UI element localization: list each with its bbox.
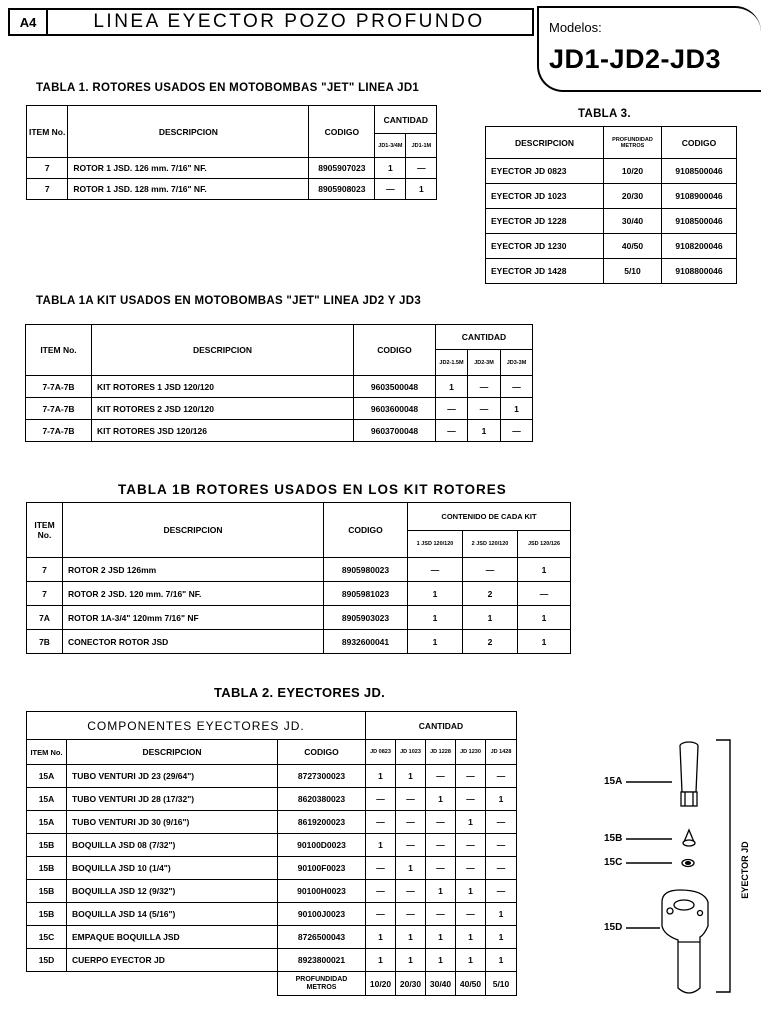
table-row — [26, 420, 533, 442]
cell-desc: BOQUILLA JSD 12 (9/32") — [67, 880, 278, 903]
cell-qty: — — [468, 376, 501, 398]
header-cantidad: CANTIDAD — [366, 712, 517, 740]
cell-qty: — — [456, 834, 486, 857]
cell-desc: TUBO VENTURI JD 28 (17/32") — [67, 788, 278, 811]
header-sub: JSD 120/126 — [518, 531, 571, 558]
cell-qty: 1 — [456, 811, 486, 834]
tabla1b-title: TABLA 1B ROTORES USADOS EN LOS KIT ROTORES — [118, 482, 507, 497]
table-row — [27, 179, 437, 200]
header-sub: JD 1023 — [396, 740, 426, 765]
cell-qty: — — [486, 765, 517, 788]
cell-desc: ROTOR 1A-3/4" 120mm 7/16" NF — [63, 606, 324, 630]
cell-qty: 1 — [406, 179, 437, 200]
cell-codigo: 8932600041 — [324, 630, 408, 654]
cell-codigo: 8619200023 — [278, 811, 366, 834]
page-title: LINEA EYECTOR POZO PROFUNDO — [93, 11, 485, 32]
cell-qty: — — [366, 857, 396, 880]
cell-desc: CUERPO EYECTOR JD — [67, 949, 278, 972]
models-box — [537, 6, 761, 92]
table-row — [26, 398, 533, 420]
cell-qty: 1 — [366, 926, 396, 949]
cell-qty: — — [396, 834, 426, 857]
header-codigo: CODIGO — [662, 127, 737, 159]
table-row — [27, 834, 517, 857]
cell-item: 7 — [27, 582, 63, 606]
models-value: JD1-JD2-JD3 — [549, 44, 722, 74]
cell-qty: — — [436, 420, 468, 442]
cell-codigo: 8905981023 — [324, 582, 408, 606]
header-codigo: CODIGO — [278, 740, 366, 765]
cell-qty: — — [396, 788, 426, 811]
cell-item: 7A — [27, 606, 63, 630]
cell-desc: KIT ROTORES 1 JSD 120/120 — [92, 376, 354, 398]
header-cantidad: CANTIDAD — [436, 325, 533, 350]
cell-qty: 2 — [463, 582, 518, 606]
footnote-cutoff — [24, 1015, 644, 1024]
cell-qty: — — [426, 857, 456, 880]
header-cantidad: CANTIDAD — [375, 106, 437, 134]
table-row — [27, 558, 571, 582]
cell-codigo: 9108900046 — [662, 184, 737, 209]
cell-qty: 1 — [456, 926, 486, 949]
header-desc: DESCRIPCION — [486, 127, 604, 159]
cell-codigo: 9108200046 — [662, 234, 737, 259]
cell-codigo: 90100F0023 — [278, 857, 366, 880]
header-sub: JD 1428 — [486, 740, 517, 765]
cell-codigo: 9603500048 — [354, 376, 436, 398]
cell-desc: ROTOR 2 JSD. 120 mm. 7/16" NF. — [63, 582, 324, 606]
cell-desc: BOQUILLA JSD 10 (1/4") — [67, 857, 278, 880]
ejector-diagram — [600, 730, 760, 1000]
cell-qty: 1 — [456, 949, 486, 972]
cell-prof: 10/20 — [604, 159, 662, 184]
cell-qty: 1 — [486, 788, 517, 811]
cell-codigo: 8620380023 — [278, 788, 366, 811]
header-componentes: COMPONENTES EYECTORES JD. — [27, 712, 366, 740]
tabla1b — [26, 502, 571, 654]
cell-qty: 1 — [518, 606, 571, 630]
cell-qty: 1 — [426, 880, 456, 903]
tabla2-title: TABLA 2. EYECTORES JD. — [214, 685, 386, 700]
cell-qty: — — [396, 880, 426, 903]
header-sub: JD1-1M — [406, 134, 437, 158]
table-row — [27, 903, 517, 926]
header-sub: JD 0823 — [366, 740, 396, 765]
cell-desc: EYECTOR JD 1230 — [486, 234, 604, 259]
cell-qty: — — [501, 376, 533, 398]
label-15d: 15D — [604, 922, 623, 933]
tabla2 — [26, 711, 517, 996]
cell-qty: — — [406, 158, 437, 179]
cell-qty: 1 — [366, 765, 396, 788]
header-desc: DESCRIPCION — [63, 503, 324, 558]
header-sub: JD2-1.5M — [436, 350, 468, 376]
cell-item: 7-7A-7B — [26, 398, 92, 420]
tabla1-title: TABLA 1. ROTORES USADOS EN MOTOBOMBAS "JET" LINEA JD1 — [36, 82, 420, 94]
cell-desc: EYECTOR JD 1023 — [486, 184, 604, 209]
cell-qty: — — [366, 880, 396, 903]
cell-qty: 1 — [426, 788, 456, 811]
cell-item: 15A — [27, 765, 67, 788]
cell-codigo: 8923800021 — [278, 949, 366, 972]
table-row — [486, 209, 737, 234]
table-row — [486, 259, 737, 284]
cell-desc: EMPAQUE BOQUILLA JSD — [67, 926, 278, 949]
cell-codigo: 9603600048 — [354, 398, 436, 420]
header-contenido: CONTENIDO DE CADA KIT — [408, 503, 571, 531]
cell-item: 15B — [27, 834, 67, 857]
cell-codigo: 9108800046 — [662, 259, 737, 284]
cell-qty: — — [426, 903, 456, 926]
cell-desc: BOQUILLA JSD 08 (7/32") — [67, 834, 278, 857]
table-row — [27, 765, 517, 788]
cell-qty: 1 — [408, 582, 463, 606]
cell-desc: TUBO VENTURI JD 30 (9/16") — [67, 811, 278, 834]
bracket-label: EYECTOR JD — [740, 841, 750, 899]
header-item: ITEM No. — [27, 740, 67, 765]
cell-desc: KIT ROTORES 2 JSD 120/120 — [92, 398, 354, 420]
cell-codigo: 90100H0023 — [278, 880, 366, 903]
cell-desc: EYECTOR JD 1228 — [486, 209, 604, 234]
header-sub: JD1-3/4M — [375, 134, 406, 158]
header-sub: JD3-3M — [501, 350, 533, 376]
table-row — [26, 376, 533, 398]
table-row — [27, 630, 571, 654]
table-row — [27, 811, 517, 834]
cell-codigo: 8905907023 — [309, 158, 375, 179]
ejector-body-icon — [662, 890, 708, 993]
cell-qty: — — [456, 857, 486, 880]
cell-codigo: 8726500043 — [278, 926, 366, 949]
cell-qty: — — [426, 834, 456, 857]
sheet-code: A4 — [10, 10, 48, 34]
tabla3 — [485, 126, 737, 284]
header-codigo: CODIGO — [309, 106, 375, 158]
cell-item: 7 — [27, 158, 68, 179]
cell-codigo: 9603700048 — [354, 420, 436, 442]
cell-qty: 1 — [486, 903, 517, 926]
nozzle-icon — [683, 830, 695, 846]
cell-item: 7-7A-7B — [26, 376, 92, 398]
table-row — [27, 158, 437, 179]
cell-desc: TUBO VENTURI JD 23 (29/64") — [67, 765, 278, 788]
label-15c: 15C — [604, 857, 623, 868]
table-row — [27, 606, 571, 630]
label-15b: 15B — [604, 833, 623, 844]
empty-cell — [27, 972, 278, 996]
header-item: ITEM No. — [26, 325, 92, 376]
cell-prof: 5/10 — [486, 972, 517, 996]
footer-label: PROFUNDIDAD METROS — [278, 972, 366, 996]
header-sub: 1 JSD 120/120 — [408, 531, 463, 558]
cell-qty: 1 — [408, 630, 463, 654]
cell-qty: 1 — [396, 926, 426, 949]
cell-codigo: 9108500046 — [662, 159, 737, 184]
cell-qty: 1 — [408, 606, 463, 630]
cell-qty: — — [436, 398, 468, 420]
header-item: ITEM No. — [27, 106, 68, 158]
header-prof: PROFUNDIDAD METROS — [604, 127, 662, 159]
cell-qty: — — [375, 179, 406, 200]
cell-codigo: 8905903023 — [324, 606, 408, 630]
cell-qty: 1 — [463, 606, 518, 630]
cell-item: 15B — [27, 880, 67, 903]
cell-item: 15C — [27, 926, 67, 949]
cell-prof: 40/50 — [456, 972, 486, 996]
cell-codigo: 90100J0023 — [278, 903, 366, 926]
cell-codigo: 8905908023 — [309, 179, 375, 200]
cell-qty: — — [486, 857, 517, 880]
cell-desc: EYECTOR JD 1428 — [486, 259, 604, 284]
cell-prof: 5/10 — [604, 259, 662, 284]
cell-qty: 1 — [501, 398, 533, 420]
cell-qty: — — [501, 420, 533, 442]
gasket-icon — [682, 860, 694, 867]
table-footer-row — [27, 972, 517, 996]
cell-item: 15A — [27, 788, 67, 811]
table-row — [27, 926, 517, 949]
tabla1 — [26, 105, 437, 200]
models-label: Modelos: — [549, 20, 602, 35]
table-row — [486, 184, 737, 209]
cell-qty: — — [366, 788, 396, 811]
cell-qty: — — [518, 582, 571, 606]
cell-qty: — — [366, 811, 396, 834]
table-row — [27, 582, 571, 606]
cell-qty: 1 — [366, 949, 396, 972]
cell-desc: KIT ROTORES JSD 120/126 — [92, 420, 354, 442]
cell-qty: — — [486, 811, 517, 834]
cell-qty: — — [463, 558, 518, 582]
label-15a: 15A — [604, 776, 623, 787]
cell-desc: ROTOR 1 JSD. 126 mm. 7/16" NF. — [68, 158, 309, 179]
header-sub: JD 1230 — [456, 740, 486, 765]
title-bar — [8, 8, 534, 36]
cell-item: 15D — [27, 949, 67, 972]
cell-codigo: 9108500046 — [662, 209, 737, 234]
cell-qty: 1 — [375, 158, 406, 179]
cell-desc: EYECTOR JD 0823 — [486, 159, 604, 184]
cell-qty: 1 — [518, 558, 571, 582]
tabla1a-title: TABLA 1A KIT USADOS EN MOTOBOMBAS "JET" LINEA JD2 Y JD3 — [36, 295, 422, 307]
header-desc: DESCRIPCION — [68, 106, 309, 158]
cell-qty: 1 — [436, 376, 468, 398]
cell-qty: 1 — [456, 880, 486, 903]
cell-qty: 2 — [463, 630, 518, 654]
cell-codigo: 8727300023 — [278, 765, 366, 788]
cell-prof: 10/20 — [366, 972, 396, 996]
cell-qty: 1 — [426, 949, 456, 972]
table-row — [27, 880, 517, 903]
cell-qty: — — [426, 765, 456, 788]
table-row — [486, 159, 737, 184]
cell-prof: 40/50 — [604, 234, 662, 259]
cell-qty: 1 — [396, 765, 426, 788]
cell-qty: — — [456, 788, 486, 811]
cell-qty: 1 — [486, 926, 517, 949]
cell-qty: 1 — [486, 949, 517, 972]
cell-prof: 20/30 — [396, 972, 426, 996]
cell-qty: 1 — [518, 630, 571, 654]
cell-desc: ROTOR 1 JSD. 128 mm. 7/16" NF. — [68, 179, 309, 200]
cell-prof: 30/40 — [604, 209, 662, 234]
header-desc: DESCRIPCION — [92, 325, 354, 376]
cell-item: 7 — [27, 558, 63, 582]
cell-desc: BOQUILLA JSD 14 (5/16") — [67, 903, 278, 926]
cell-codigo: 90100D0023 — [278, 834, 366, 857]
cell-qty: — — [468, 398, 501, 420]
cell-qty: — — [456, 903, 486, 926]
header-desc: DESCRIPCION — [67, 740, 278, 765]
cell-desc: CONECTOR ROTOR JSD — [63, 630, 324, 654]
cell-prof: 30/40 — [426, 972, 456, 996]
cell-qty: — — [408, 558, 463, 582]
header-item: ITEM No. — [27, 503, 63, 558]
cell-qty: — — [456, 765, 486, 788]
header-sub: JD 1228 — [426, 740, 456, 765]
cell-qty: 1 — [366, 834, 396, 857]
cell-qty: — — [396, 903, 426, 926]
cell-item: 7B — [27, 630, 63, 654]
header-sub: 2 JSD 120/120 — [463, 531, 518, 558]
cell-codigo: 8905980023 — [324, 558, 408, 582]
cell-qty: 1 — [426, 926, 456, 949]
table-row — [27, 788, 517, 811]
cell-item: 7 — [27, 179, 68, 200]
cell-qty: 1 — [468, 420, 501, 442]
cell-item: 7-7A-7B — [26, 420, 92, 442]
table-row — [27, 949, 517, 972]
cell-item: 15B — [27, 903, 67, 926]
header-codigo: CODIGO — [354, 325, 436, 376]
venturi-tube-icon — [680, 742, 698, 806]
cell-qty: 1 — [396, 949, 426, 972]
header-codigo: CODIGO — [324, 503, 408, 558]
cell-qty: — — [366, 903, 396, 926]
tabla3-title: TABLA 3. — [578, 108, 631, 120]
table-row — [27, 857, 517, 880]
header-sub: JD2-3M — [468, 350, 501, 376]
cell-qty: 1 — [396, 857, 426, 880]
cell-item: 15A — [27, 811, 67, 834]
cell-qty: — — [396, 811, 426, 834]
cell-prof: 20/30 — [604, 184, 662, 209]
cell-qty: — — [426, 811, 456, 834]
cell-qty: — — [486, 880, 517, 903]
table-row — [486, 234, 737, 259]
cell-item: 15B — [27, 857, 67, 880]
cell-desc: ROTOR 2 JSD 126mm — [63, 558, 324, 582]
cell-qty: — — [486, 834, 517, 857]
tabla1a — [25, 324, 533, 442]
